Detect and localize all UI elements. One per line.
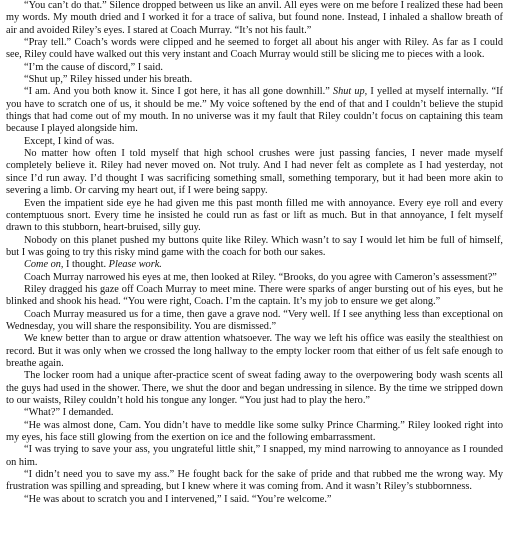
paragraph: “Shut up,” Riley hissed under his breath.	[24, 74, 193, 86]
paragraph: “He was about to scratch you and I intervened,” I said. “You’re welcome.”	[24, 493, 332, 505]
paragraph: “I’m the cause of discord,” I said.	[24, 61, 163, 73]
paragraph: Even the impatient side eye he had given me this past month filled me with annoyance. Every eye roll and every contemptuous snort. Every time he insisted he could run as fast or lift as much. But in that annoyance, I felt myself drawn to this stubborn, heart-bruised, silly guy.	[6, 197, 503, 234]
paragraph: “You can’t do that.” Silence dropped between us like an anvil. All eyes were on me before I realized these had been my words. My mouth dried and I worked it for a trace of saliva, but found none. Instead, I inhaled a shallow breath of air and avoided Riley’s eyes. I stared at Coach Murray. “It’s not his fault.”	[6, 0, 503, 36]
paragraph: “What?” I demanded.	[24, 407, 114, 419]
paragraph: “I was trying to save your ass, you ungrateful little shit,” I snapped, my mind narrowing to annoyance as I rounded on him.	[6, 444, 503, 468]
paragraph: “Pray tell.” Coach’s words were clipped and he seemed to forget all about his anger with Riley. As far as I could see, Riley could have walked out this very instant and Coach Murray would still be slicing me to pieces with a look.	[6, 37, 503, 61]
paragraph: Except, I kind of was.	[24, 135, 115, 147]
paragraph: We knew better than to argue or draw attention whatsoever. The way we left his office was easily the stealthiest on record. But it was only when we crossed the long hallway to the empty locker room that either of us felt safe enough to breathe again.	[6, 333, 503, 369]
paragraph: “He was almost done, Cam. You didn’t have to meddle like some sulky Prince Charming.” Riley looked right into my eyes, his face still glowing from the exertion on ice and the following embarrassment.	[6, 419, 503, 444]
paragraph: No matter how often I told myself that high school crushes were just passing fancies, I never made myself completely believe it. Riley had never moved on. Not truly. And I had never felt as complete as I had yesterday, not since I’d run away. I’d thought I was sacrificing something small, something temporary, but it had been more akin to severing a limb. Or carving my heart out, if I were being sappy.	[6, 148, 503, 197]
paragraph: Coach Murray narrowed his eyes at me, then looked at Riley. “Brooks, do you agree with Cameron’s assessment?”	[24, 271, 497, 283]
paragraph: Nobody on this planet pushed my buttons quite like Riley. Which wasn’t to say I would let him be full of himself, but I was going to try this risky mind game with the coach for both our sakes.	[6, 234, 503, 258]
paragraph: Riley dragged his gaze off Coach Murray to meet mine. There were sparks of anger bursting out of his eyes, but he blinked and shook his head. “You were right, Coach. I’m the captain. It’s my job to ensure we get along.”	[6, 283, 503, 308]
paragraph: Come on, I thought. Please work.	[24, 259, 162, 271]
paragraph: The locker room had a unique after-practice scent of sweat fading away to the overpowering body wash scents all the guys had used in the shower. There, we shut the door and began undressing in silence. By the time we stripped down to our waists, Riley couldn’t hold his tongue any longer. “You just had to play the hero.”	[6, 370, 503, 406]
paragraph: Coach Murray measured us for a time, then gave a grave nod. “Very well. If I see anything less than exceptional on Wednesday, you will share the responsibility. You are dismissed.”	[6, 308, 503, 332]
paragraph: “I am. And you both know it. Since I got here, it has all gone downhill.” Shut up, I yelled at myself internally. “If you have to scratch one of us, it should be me.” My voice softened by the end of that and I couldn’t believe the stupid things that had come out of my mouth. In no universe was it my fault that Riley couldn’t focus on captaining this team because I played alongside him.	[6, 86, 503, 135]
paragraph: “I didn’t need you to save my ass.” He fought back for the sake of pride and that rubbed me the wrong way. My frustration was spilling and spreading, but I knew where it was coming from. And it wasn’t Riley’s stubbornness.	[6, 469, 503, 493]
